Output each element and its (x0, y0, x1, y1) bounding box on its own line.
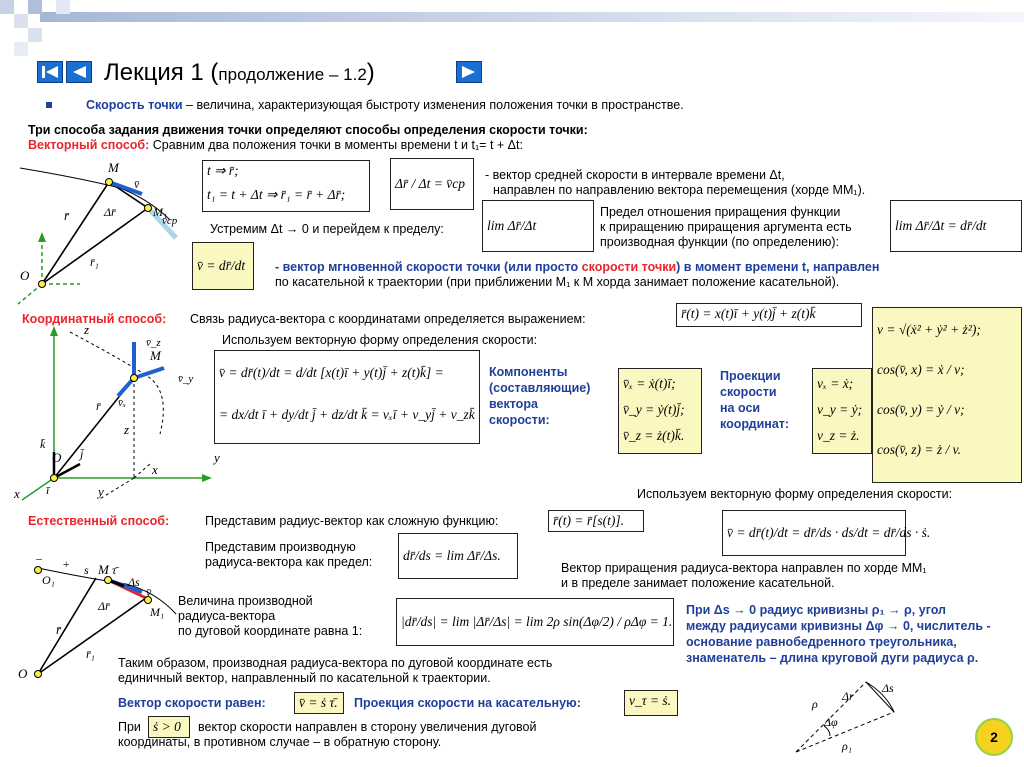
label-vx: v̄ₓ (118, 397, 127, 409)
label-plus: + (62, 557, 71, 571)
label-y-axis: y (214, 450, 220, 465)
natural-heading: Естественный способ: (28, 514, 170, 528)
vector-method-line: Векторный способ: Сравним два положения точки в моменты времени t и t₁= t + Δt: (28, 138, 523, 152)
label-ds: Δs (128, 575, 140, 589)
label-x-axis: x (14, 486, 20, 501)
formula-magnitude: v = √(ẋ² + ẏ² + ż²); cos(v̄, x) = ẋ / v; cos(v̄, y) = ẏ / v; cos(v̄, z) = ż / v. (872, 307, 1022, 483)
label-dphi: Δφ (824, 715, 838, 729)
next-slide-button[interactable] (456, 61, 482, 83)
formula-velocity-tau: v̄ = ṡ τ̄. (294, 692, 344, 714)
limit-desc: Предел отношения приращения функции к приращению приращения аргумента есть производная функции (по определению): (600, 205, 852, 249)
label-s: s (84, 563, 89, 577)
label-dr: Δr̄ (98, 599, 110, 613)
label-dr: Δr̄ (104, 205, 116, 219)
formula-derivative-limit: dr̄/ds = lim Δr̄/Δs. (398, 533, 518, 579)
label-O: O (52, 450, 62, 465)
label-minus: – (36, 551, 42, 565)
vector-diagram (10, 158, 200, 308)
formula-radius-vector: r̄(t) = x(t)ī + y(t)j̄ + z(t)k̄ (676, 303, 862, 327)
label-M: M (150, 348, 161, 363)
intro-line: Скорость точки – величина, характеризующая быстроту изменения положения точки в пространстве. (86, 98, 684, 112)
label-vy: v̄_y (178, 373, 194, 385)
limit-text: Устремим Δt → 0 и перейдем к пределу: (210, 222, 444, 236)
projection-label: Проекция скорости на касательную: (354, 696, 581, 710)
components-label: Компоненты (составляющие) вектора скорости: (489, 365, 591, 427)
label-y: y (98, 484, 104, 499)
formula-projections: vₓ = ẋ; v_y = ẏ; v_z = ż. (812, 368, 872, 454)
projections-label: Проекции скорости на оси координат: (720, 369, 790, 431)
coordinate-text2: Используем векторную форму определения скорости: (222, 333, 538, 347)
header-decoration (0, 0, 1024, 60)
natural-text2: Используем векторную форму определения скорости: (637, 487, 953, 501)
chord-text: Вектор приращения радиуса-вектора направлен по хорде MM₁ и в пределе занимает положение касательной. (561, 561, 927, 590)
page-title: Лекция 1 (продолжение – 1.2) (104, 59, 375, 86)
formula-natural-velocity: v̄ = dr̄(t)/dt = dr̄/ds · ds/dt = dr̄/ds · ṡ. (722, 510, 906, 556)
label-r1: r̄₁ (86, 647, 95, 661)
label-z: z (124, 422, 130, 437)
natural-text1: Представим радиус-вектор как сложную функцию: (205, 514, 499, 528)
intro-term: Скорость точки (86, 98, 183, 112)
velocity-label: Вектор скорости равен: (118, 696, 266, 710)
label-vcp: v̄ср (162, 215, 178, 227)
label-M: M (98, 562, 109, 577)
natural-text3: Представим производную радиуса-вектора как предел: (205, 540, 373, 569)
instant-velocity-desc: - вектор мгновенной скорости точки (или просто скорости точки) в момент времени t, направлен по касательной к траектории (при приближении M₁ к M хорда занимает положение касательной). (275, 260, 880, 289)
formula-unit-derivative: |dr̄/ds| = lim |Δr̄/Δs| = lim 2ρ sin(Δφ/2) / ρΔφ = 1. (396, 598, 674, 646)
label-x: x (152, 462, 158, 477)
coordinate-heading: Координатный способ: (22, 312, 167, 326)
label-k: k̄ (40, 437, 46, 451)
label-vz: v̄_z (146, 337, 161, 349)
label-O: O (20, 268, 30, 283)
label-M1: M₁ (150, 605, 165, 619)
curvature-diagram (790, 672, 910, 762)
label-j: j̄ (80, 447, 84, 461)
formula-sign: ṡ > 0 (148, 716, 190, 738)
formula-instant-velocity: v̄ = dr̄/dt (192, 242, 254, 290)
label-tau: τ̄ (112, 563, 117, 577)
label-O: O (18, 666, 28, 681)
formula-projection-tau: v_τ = ṡ. (624, 690, 678, 716)
lead-line: Три способа задания движения точки определяют способы определения скорости точки: (28, 123, 588, 137)
vector-heading: Векторный способ: (28, 138, 150, 152)
natural-text4: Величина производной радиуса-вектора по дуговой координате равна 1: (178, 594, 363, 638)
label-v: v̄ (134, 177, 140, 191)
label-i: ī (46, 483, 50, 497)
label-v: v̄ (146, 585, 152, 599)
label-rho1: ρ₁ (842, 739, 852, 753)
label-r1: r̄₁ (90, 255, 99, 269)
conclusion-text: Таким образом, производная радиуса-вектора по дуговой координате есть единичный вектор, направленный по касательной к траектории. (118, 656, 553, 685)
formula-average-velocity: Δr̄ / Δt = v̄ср (390, 158, 474, 210)
label-r: r̄ (96, 399, 101, 413)
formula-components: v̄ₓ = ẋ(t)ī; v̄_y = ẏ(t)j̄; v̄_z = ż(t)k̄. (618, 368, 702, 454)
label-r: r̄ (64, 208, 70, 223)
arrow-right-icon (461, 65, 477, 79)
coordinate-text1: Связь радиуса-вектора с координатами определяется выражением: (190, 312, 586, 326)
formula-derivative: lim Δr̄/Δt = dr̄/dt (890, 200, 1022, 252)
sign-post: вектор скорости направлен в сторону увеличения дуговой (198, 720, 537, 734)
label-z-axis: z (84, 322, 90, 337)
arrow-left-icon (71, 65, 87, 79)
label-rho: ρ (812, 697, 818, 711)
label-ds: Δs (882, 681, 894, 695)
curvature-text: При Δs → 0 радиус кривизны ρ₁ → ρ, угол между радиусами кривизны Δφ → 0, числитель - основание равнобедренного треугольника, знаменатель – длина круговой дуги радиуса ρ. (686, 603, 991, 665)
label-M1: M₁ (153, 205, 168, 219)
bullet (46, 102, 52, 108)
previous-slide-button[interactable] (66, 61, 92, 83)
page-number-badge: 2 (975, 718, 1013, 756)
formula-complex-function: r̄(t) = r̄[s(t)]. (548, 510, 644, 532)
label-dr: Δr (842, 689, 854, 703)
skip-back-icon (41, 65, 59, 79)
sign-pre: При (118, 720, 141, 734)
formula-position: t ⇒ r̄; t₁ = t + Δt ⇒ r̄₁ = r̄ + Δr̄; (202, 160, 370, 212)
label-M: M (108, 160, 119, 175)
label-r: r̄ (56, 622, 62, 637)
sign-line2: координаты, в противном случае – в обратную сторону. (118, 735, 442, 749)
first-slide-button[interactable] (37, 61, 63, 83)
average-velocity-desc: - вектор средней скорости в интервале времени Δt, направлен по направлению вектора перемещения (хорде MM₁). (485, 168, 866, 197)
coordinate-diagram (10, 324, 220, 504)
formula-velocity-coordinates: v̄ = dr̄(t)/dt = d/dt [x(t)ī + y(t)j̄ + z(t)k̄] = = dx/dt ī + dy/dt j̄ + dz/dt k̄ = vₓī + v_yj̄ + v_zk̄ (214, 350, 480, 444)
formula-limit: lim Δr̄/Δt (482, 200, 594, 252)
label-O1: O₁ (42, 573, 55, 587)
